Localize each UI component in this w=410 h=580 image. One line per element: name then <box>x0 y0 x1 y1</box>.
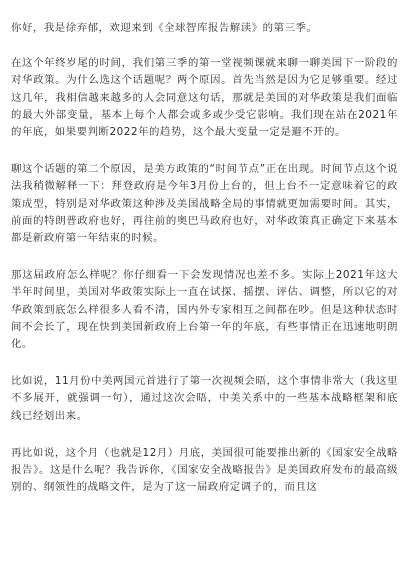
video-summit-paragraph: 比如说，11月份中美两国元首进行了第一次视频会晤，这个事情非常大（我这里不多展开，就强调一句），通过这次会晤，中美关系中的一些基本战略框架和底线已经划出来。 <box>11 375 398 422</box>
current-administration-paragraph: 那这届政府怎么样呢？你仔细看一下会发现情况也差不多。实际上2021年这大半年时间里，美国对华政策实际上一直在试探、摇摆、评估、调整，所以它的对华政策到底怎么样很多人看不清，国内外专家相互之间都在吵。但是这种状态时间不会长了，现在快到美国新政府上台第一年的年底，有些事情正在迅速地明朗化。 <box>11 269 398 351</box>
security-strategy-paragraph: 再比如说，这个月（也就是12月）月底，美国很可能要推出新的《国家安全战略报告》。这是什么呢？我告诉你，《国家安全战略报告》是美国政府发布的最高级别的、纲领性的战略文件，是为了这一届政府定调子的，而且这 <box>11 446 398 494</box>
reason-one-paragraph: 在这个年终岁尾的时间，我们第三季的第一堂视频课就来聊一聊美国下一阶段的对华政策。为什么选这个话题呢？两个原因。首先当然是因为它足够重要。经过这几年，我相信越来越多的人会同意这句话，那就是美国的对华政策是我们面临的最大外部变量，基本上每个人都会或多或少受它影响。我们现在站在2021年的年底，如果要判断2022年的趋势，这个最大变量一定是避不开的。 <box>11 57 398 139</box>
article-body <box>11 20 398 496</box>
intro-paragraph: 你好，我是徐弃郁，欢迎来到《全球智库报告解读》的第三季。 <box>11 22 318 34</box>
reason-two-paragraph: 聊这个话题的第二个原因，是美方政策的“时间节点”正在出现。时间节点这个说法我稍微解释一下：拜登政府是今年3月份上台的，但上台不一定意味着它的政策成型，特别是对华政策这种涉及美国战略全局的事情就更加需要时间。其实，前面的特朗普政府也好，再往前的奥巴马政府也好，对华政策真正确定下来基本都是新政府第一年结束的时候。 <box>11 163 398 245</box>
